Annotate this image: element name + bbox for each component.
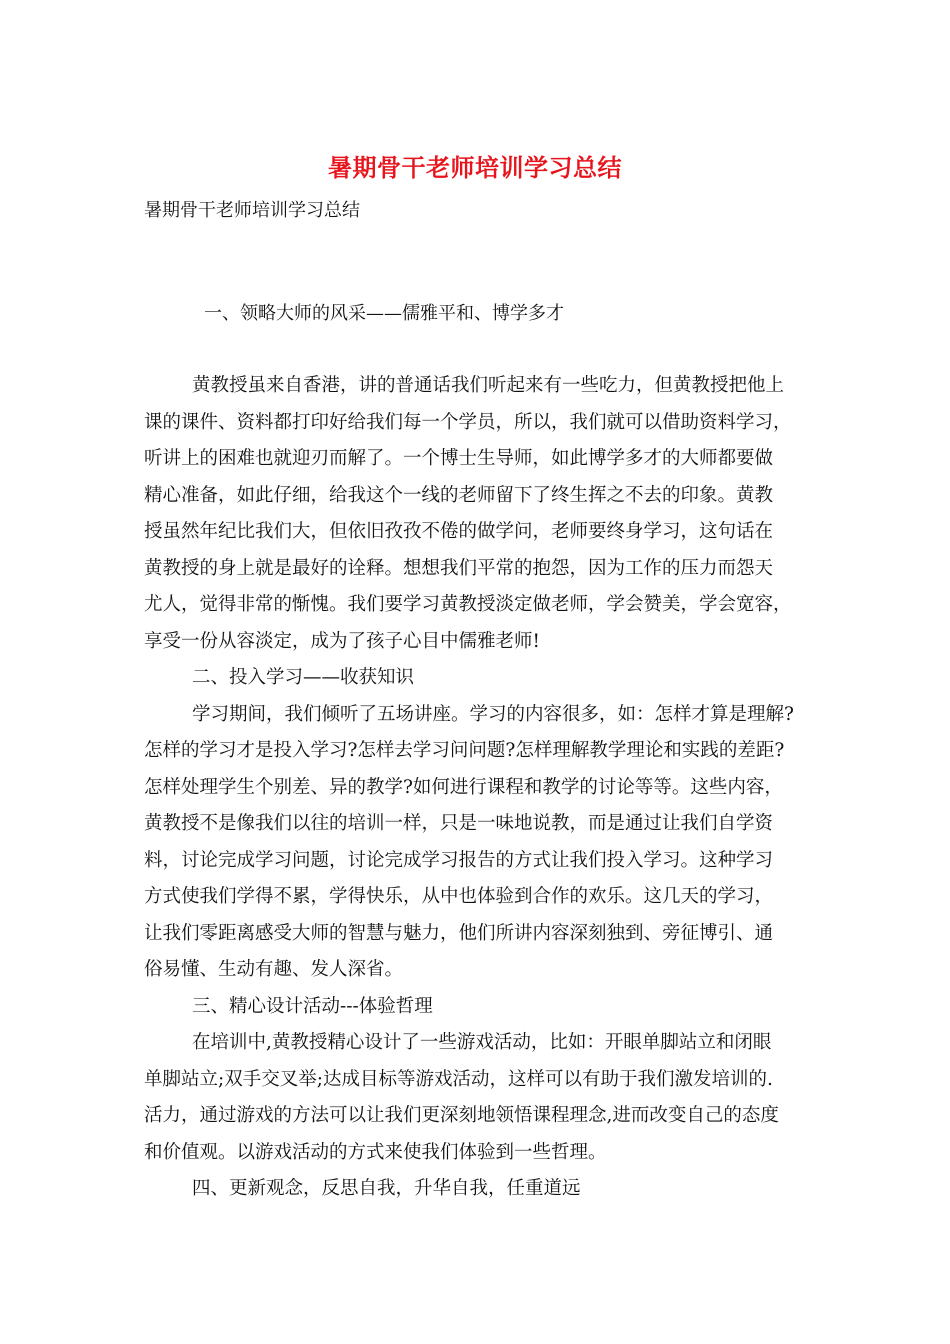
section-3-heading: 三、精心设计活动---体验哲理 [192,995,433,1017]
document-subtitle: 暑期骨干老师培训学习总结 [144,200,360,221]
paragraph-line: 料，讨论完成学习问题，讨论完成学习报告的方式让我们投入学习。这种学习 [144,849,774,871]
paragraph-line: 方式使我们学得不累，学得快乐，从中也体验到合作的欢乐。这几天的学习， [144,886,774,907]
paragraph-line: 单脚站立;双手交叉举;达成目标等游戏活动，这样可以有助于我们激发培训的. [144,1068,773,1090]
section-2-heading: 二、投入学习——收获知识 [192,667,415,688]
paragraph-line: 让我们零距离感受大师的智慧与魅力，他们所讲内容深刻独到、旁征博引、通 [144,922,774,944]
paragraph-line: 享受一份从容淡定，成为了孩子心目中儒雅老师! [144,630,540,652]
paragraph-line: 活力，通过游戏的方法可以让我们更深刻地领悟课程理念,进而改变自己的态度 [144,1105,779,1126]
paragraph-line: 尤人，觉得非常的惭愧。我们要学习黄教授淡定做老师，学会赞美，学会宽容， [144,594,792,615]
section-1-heading: 一、领略大师的风采——儒雅平和、博学多才 [204,303,564,324]
paragraph-line: 精心准备，如此仔细，给我这个一线的老师留下了终生挥之不去的印象。黄教 [144,484,774,506]
paragraph-line: 怎样处理学生个别差、异的教学?如何进行课程和教学的讨论等等。这些内容， [144,776,783,798]
paragraph-line: 授虽然年纪比我们大，但依旧孜孜不倦的做学问，老师要终身学习，这句话在 [144,521,774,542]
paragraph-line: 黄教授的身上就是最好的诠释。想想我们平常的抱怨，因为工作的压力而怨天 [144,557,774,579]
section-1-body [144,368,824,1208]
paragraph-line: 和价值观。以游戏活动的方式来使我们体验到一些哲理。 [144,1141,607,1163]
paragraph-line: 在培训中,黄教授精心设计了一些游戏活动，比如：开眼单脚站立和闭眼 [192,1032,772,1053]
paragraph-line: 课的课件、资料都打印好给我们每一个学员，所以，我们就可以借助资料学习， [144,411,792,433]
document-title: 暑期骨干老师培训学习总结 [328,153,622,182]
paragraph-line: 怎样的学习才是投入学习?怎样去学习问问题?怎样理解教学理论和实践的差距? [144,740,785,761]
paragraph-line: 听讲上的困难也就迎刃而解了。一个博士生导师，如此博学多才的大师都要做 [144,448,774,469]
paragraph-line: 黄教授虽来自香港，讲的普通话我们听起来有一些吃力，但黄教授把他上 [192,375,785,396]
paragraph-line: 黄教授不是像我们以往的培训一样，只是一味地说教，而是通过让我们自学资 [144,813,774,834]
paragraph-line: 学习期间，我们倾听了五场讲座。学习的内容很多，如：怎样才算是理解? [192,703,794,725]
section-4-heading: 四、更新观念，反思自我，升华自我，任重道远 [192,1178,581,1199]
paragraph-line: 俗易懂、生动有趣、发人深省。 [144,959,404,980]
